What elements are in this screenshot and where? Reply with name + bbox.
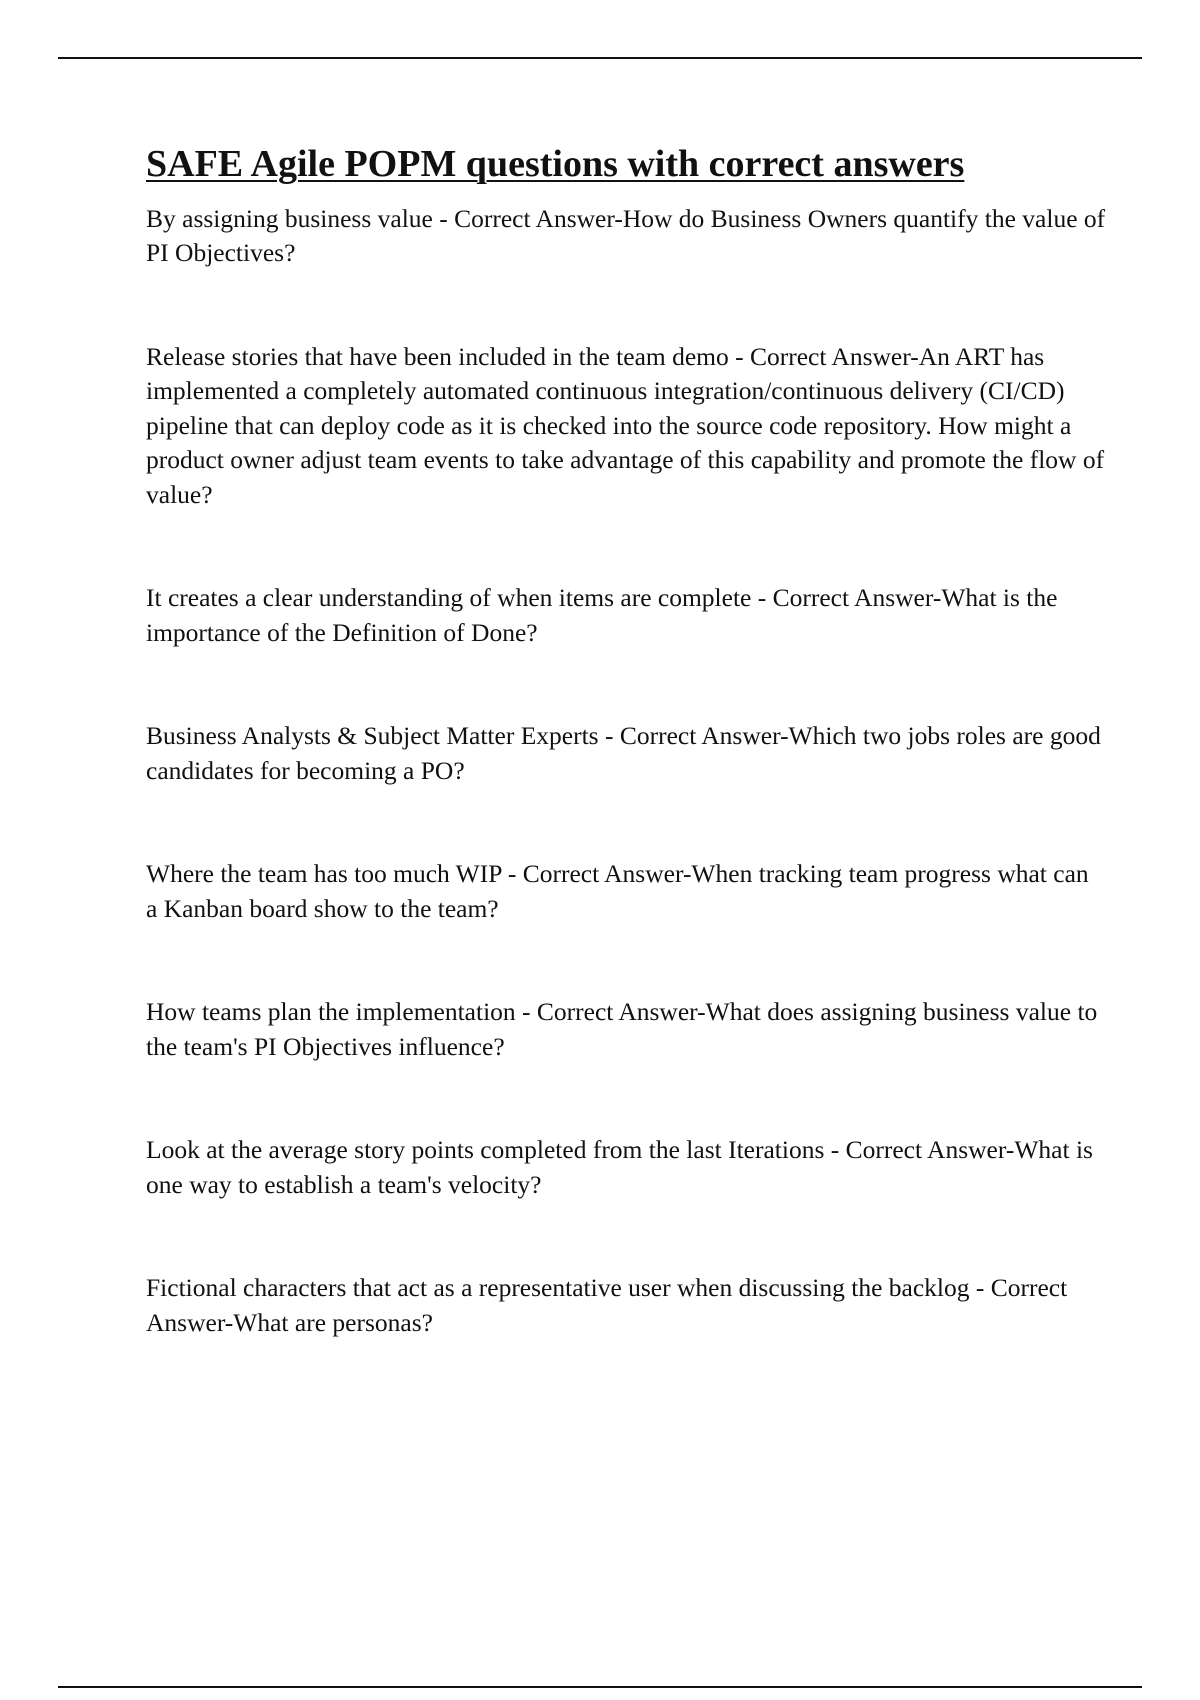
qa-item: Business Analysts & Subject Matter Experts - Correct Answer-Which two jobs roles are good candidates for becoming a PO? xyxy=(146,721,1101,785)
document-body xyxy=(146,142,1106,1409)
qa-item: Look at the average story points completed from the last Iterations - Correct Answer-What is one way to establish a team's velocity? xyxy=(146,1135,1093,1199)
bottom-rule xyxy=(58,1686,1142,1688)
qa-item: It creates a clear understanding of when items are complete - Correct Answer-What is the importance of the Definition of Done? xyxy=(146,583,1058,647)
qa-item: Release stories that have been included in the team demo - Correct Answer-An ART has implemented a completely automated continuous integration/continuous delivery (CI/CD) pipeline that can deploy code as it is checked into the source code repository. How might a product owner adjust team events to take advantage of this capability and promote the flow of value? xyxy=(146,341,1105,509)
qa-item: Where the team has too much WIP - Correct Answer-When tracking team progress what can a Kanban board show to the team? xyxy=(146,859,1089,923)
qa-list xyxy=(146,202,1106,1341)
qa-item: By assigning business value - Correct Answer-How do Business Owners quantify the value of PI Objectives? xyxy=(146,203,1106,268)
document-title: SAFE Agile POPM questions with correct answers xyxy=(146,143,965,185)
qa-item: Fictional characters that act as a representative user when discussing the backlog - Correct Answer-What are personas? xyxy=(146,1273,1068,1337)
top-rule xyxy=(58,57,1142,59)
qa-item: How teams plan the implementation - Correct Answer-What does assigning business value to the team's PI Objectives influence? xyxy=(146,997,1098,1061)
